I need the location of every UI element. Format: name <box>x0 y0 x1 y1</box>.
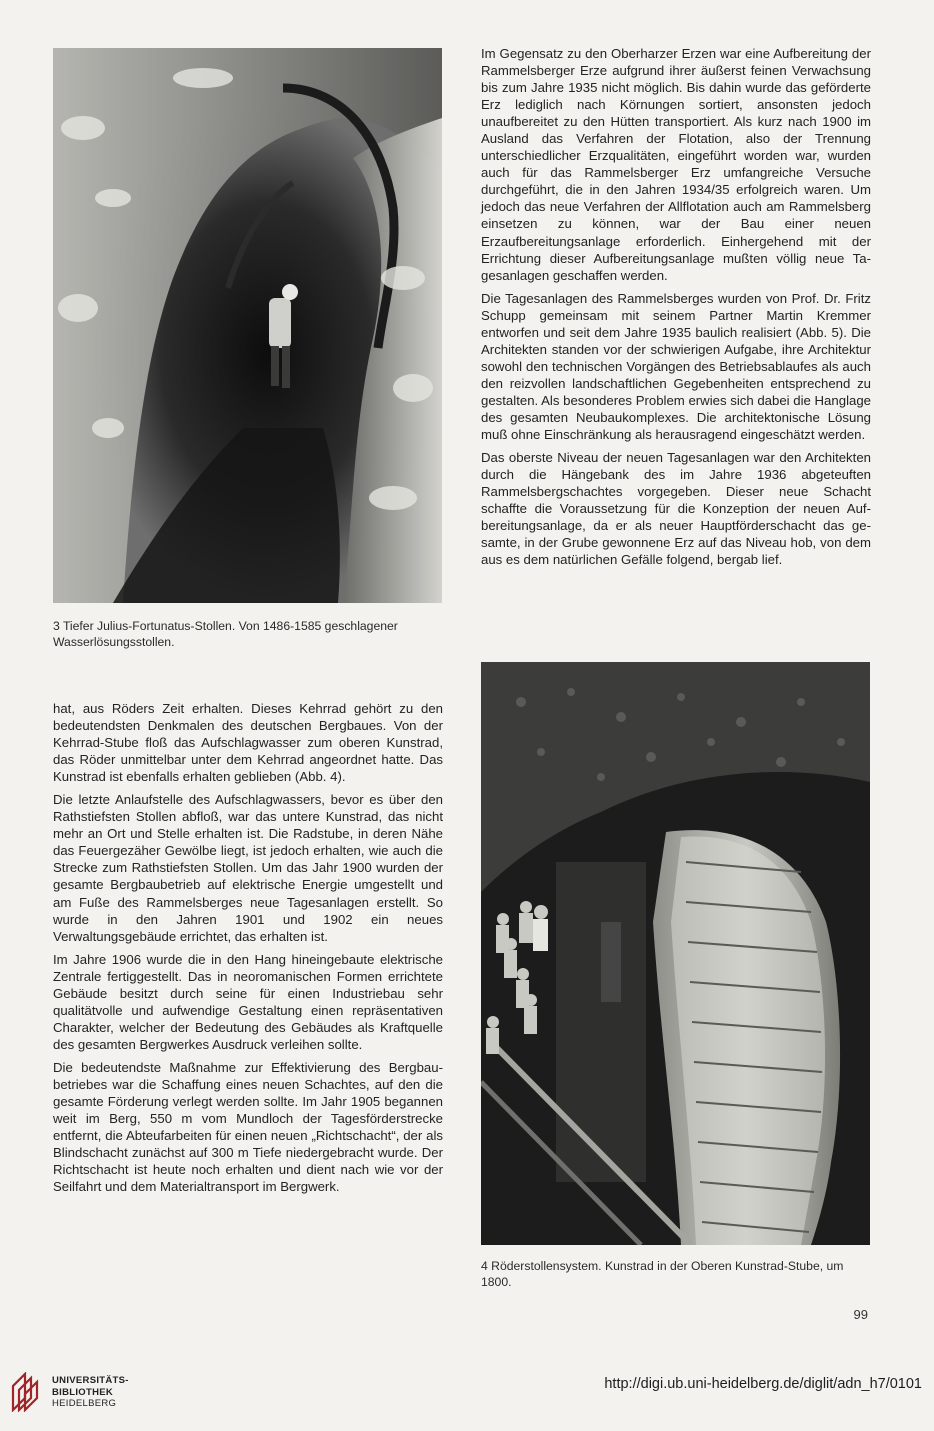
paragraph: Im Jahre 1906 wurde die in den Hang hineingebaute elektrische Zentrale fertiggestellt. Das in neoromanischen Formen errichtete Gebäude besitzt durch seine für einen Industriebau sehr qualitätvolle und aufwendige Gestaltung einen repräsentativen Charakter, welcher der Bedeutung des Gebäudes als Kraftquelle des gesamten Bergwerkes Ausdruck verleihen sollte. <box>53 951 443 1052</box>
paragraph: Die bedeutendste Maßnahme zur Effektivierung des Bergbaubetriebes war die Schaffung eines neuen Schachtes, auf den die gesamte Förderung verlegt werden sollte. Im Jahr 1905 begannen weit im Berg, 550 m vom Mundloch der Tagesförderstrecke entfernt, die Abteufarbeiten für einen neuen „Richtschacht“, der als Blindschacht zunächst auf 300 m Tiefe niedergebracht wurde. Der Richtschacht ist heute noch erhalten und dient nach wie vor der Seilfahrt und dem Materialtransport im Bergwerk. <box>53 1059 443 1195</box>
footer <box>0 1366 934 1416</box>
library-name-line: HEIDELBERG <box>52 1398 117 1409</box>
paragraph: Die letzte Anlaufstelle des Aufschlagwassers, bevor es über den Rathstiefsten Stollen abfloß, war das untere Kunstrad, das nicht mehr an Ort und Stelle erhalten ist. Die Radstube, in deren Nähe das Feuergezäher Gewölbe liegt, ist jedoch erhalten, wie auch die Strecke zum Rathstiefsten Stollen. Um das Jahr 1900 wurden der gesamte Bergbaubetrieb auf elektrische Energie umgestellt und am Fuße des Rammelsberges neue Tagesanlagen erstellt. So wurde in den Jahren 1901 und 1902 ein neues Verwaltungsgebäude errichtet, das erhalten ist. <box>53 792 443 944</box>
figure-3-caption: 3 Tiefer Julius-Fortunatus-Stollen. Von 1486-1585 geschlagener Wasserlösungsstollen. <box>53 619 398 649</box>
paragraph: Das oberste Niveau der neuen Tagesanlagen war den Architekten durch die Hängebank des im Jahre 1936 abgeteuften Rammelsbergschachtes vorgegeben. Dieser neue Schacht schaffte die Voraussetzung für die Konzeption der neuen Aufbereitungsanlage, da er als neuer Hauptförderschacht das gesamte, in der Grube gewonnene Erz auf das Niveau hob, von dem aus es dem natürlichen Gefälle folgend, bergab lief. <box>481 450 871 568</box>
library-name <box>52 1375 129 1410</box>
right-text-column <box>481 45 871 574</box>
figure-3-tunnel-photo <box>53 48 442 603</box>
page-number: 99 <box>853 1307 868 1322</box>
paragraph: Die Tagesanlagen des Rammelsberges wurden von Prof. Dr. Fritz Schupp gemeinsam mit seinem Partner Martin Kremmer entworfen und seit dem Jahre 1935 baulich realisiert (Abb. 5). Die Architekten standen vor der schwierigen Aufgabe, ihre Architektur sowohl den technischen Vorgängen des Betriebsablaufes als auch den reizvollen landschaftlichen Gegebenheiten entsprechend zu gestalten. Als besonderes Problem erwies sich dabei die Hanglage des gesamten Neubaukomplexes. Die architektonische Lösung muß ohne Einschränkung als herausragend eingeschätzt werden. <box>481 290 871 443</box>
library-logo-icon <box>10 1372 46 1412</box>
figure-4-caption: 4 Röderstollensystem. Kunstrad in der Oberen Kunstrad-Stube, um 1800. <box>481 1259 844 1289</box>
paragraph: hat, aus Röders Zeit erhalten. Dieses Kehrrad gehört zu den bedeutendsten Denkmalen des deutschen Bergbaues. Von der Kehrrad-Stube floß das Aufschlagwasser zum oberen Kunstrad, das Röder unmittelbar unter dem Kehrrad angeordnet hatte. Das Kunstrad ist ebenfalls erhalten geblieben (Abb. 4). <box>53 701 443 785</box>
left-text-column <box>53 700 443 1201</box>
source-url-link[interactable]: http://digi.ub.uni-heidelberg.de/diglit/adn_h7/0101 <box>604 1376 922 1392</box>
library-name-line: BIBLIOTHEK <box>52 1386 114 1398</box>
paragraph: Im Gegensatz zu den Oberharzer Erzen war eine Aufbereitung der Rammelsberger Erze aufgrund ihrer äußerst feinen Verwachsung bis zum Jahre 1935 nicht möglich. Bis dahin wurde das geförderte Erz lediglich nach Körnungen sortiert, ansonsten jedoch unaufbereitet zu den Hütten transportiert. Als kurz nach 1900 im Ausland das Verfahren der Flotation, also der Trennung unterschiedlicher Erzqualitäten, eingeführt worden war, wurden auch für das Rammelsberger Erz umfangreiche Versuche durchgeführt, die in den Jahren 1934/35 erfolgreich waren. Um jedoch das neue Verfahren der Allflotation auch am Rammelsberg einsetzen zu können, war der Bau einer neuen Erzaufbereitungsanlage erforderlich. Einhergehend mit der Errichtung dieser Aufbereitungsanlage mußten völlig neue Tagesanlagen geschaffen werden. <box>481 46 871 283</box>
university-library-logo <box>10 1372 160 1412</box>
library-name-line: UNIVERSITÄTS- <box>52 1375 129 1386</box>
figure-4-waterwheel-photo <box>481 662 870 1245</box>
